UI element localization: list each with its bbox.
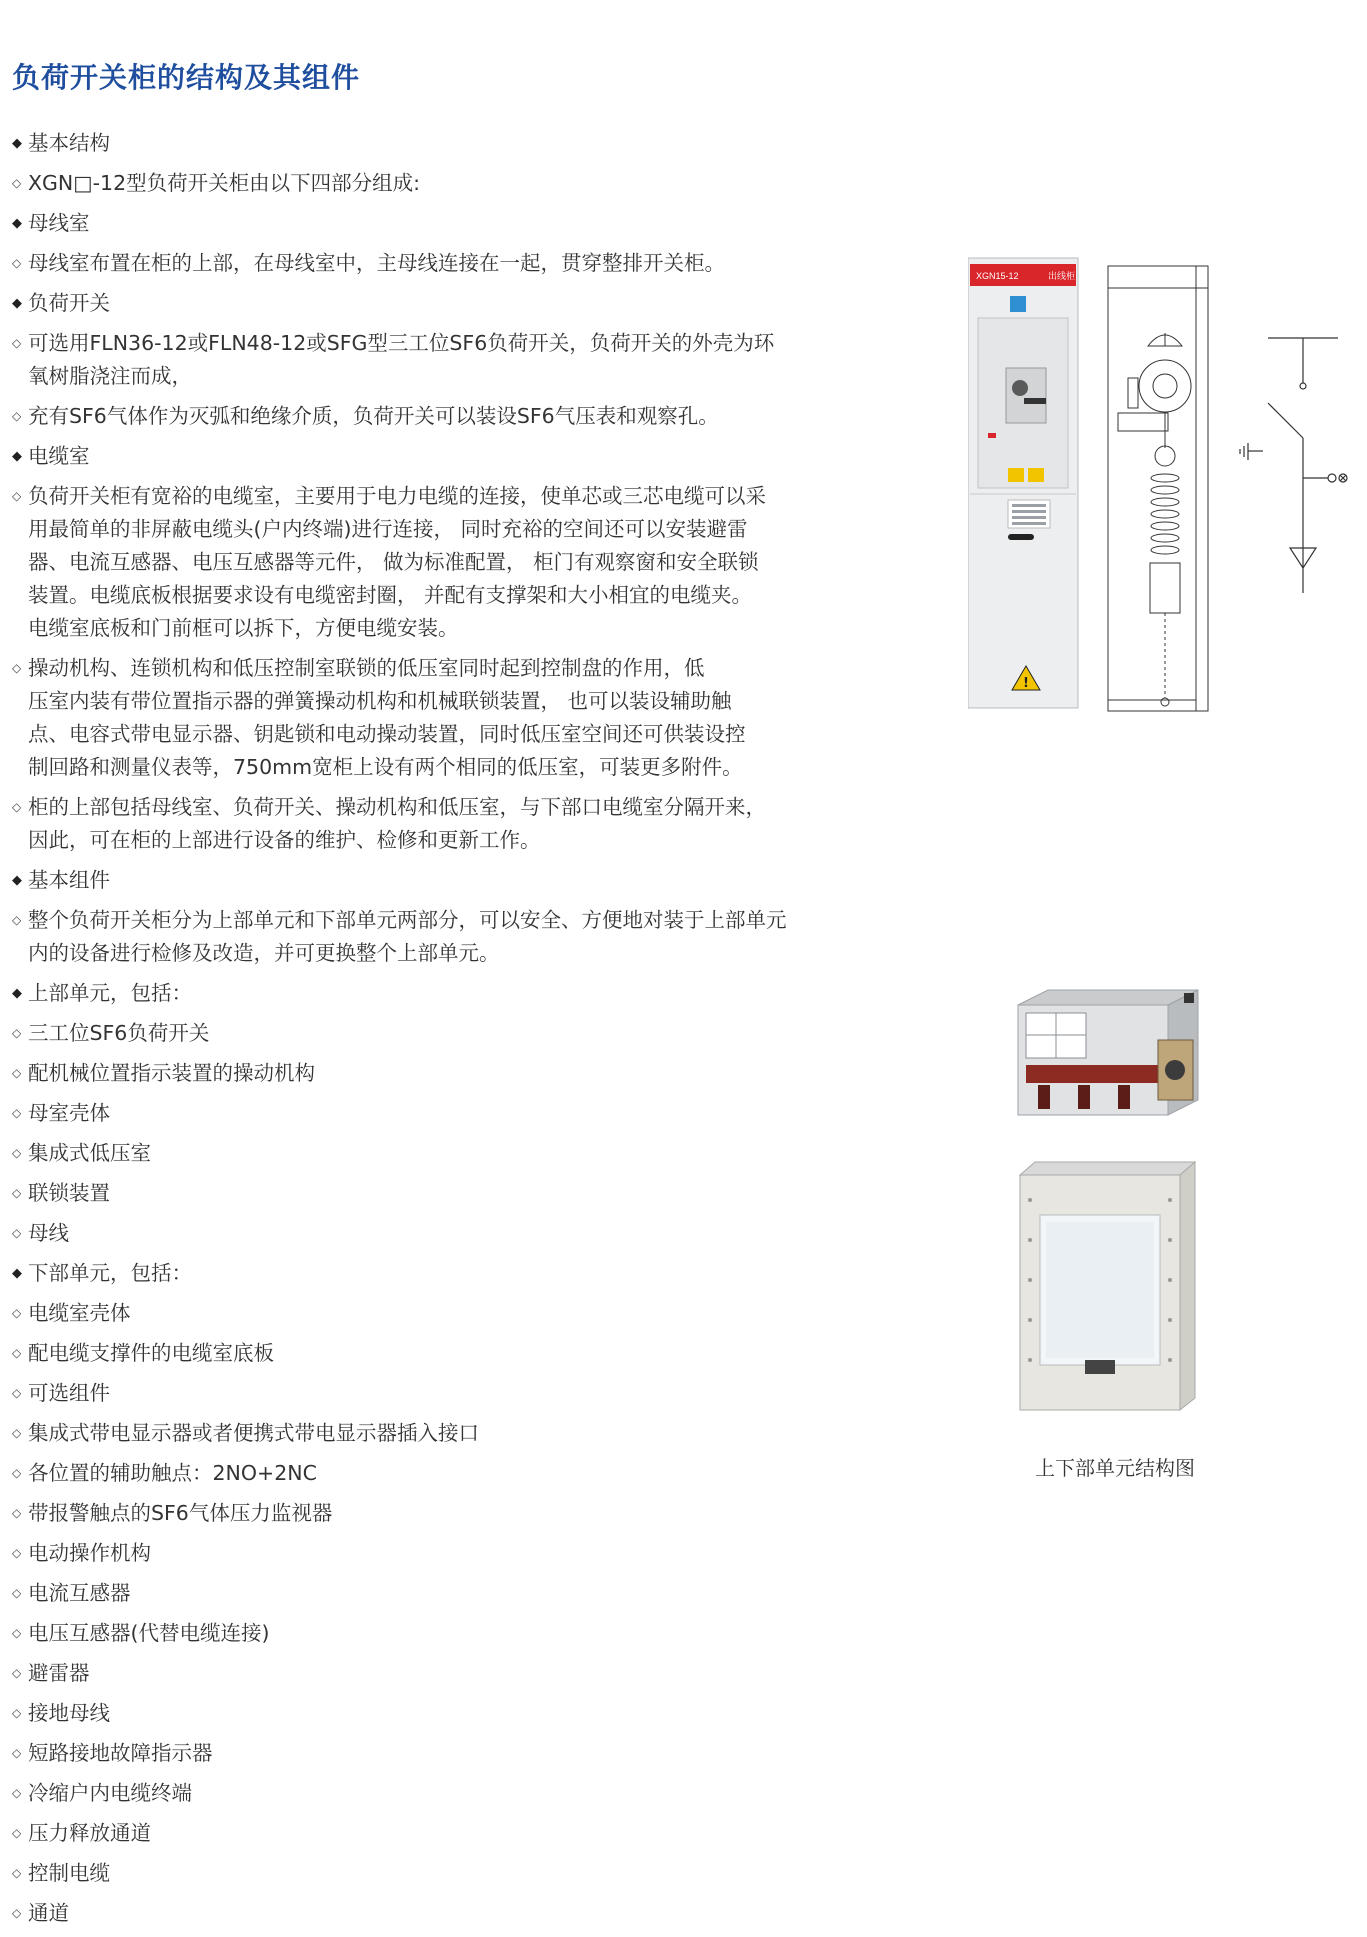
diamond-outline-icon: ◇ bbox=[12, 1826, 22, 1840]
page-title: 负荷开关柜的结构及其组件 bbox=[12, 61, 361, 94]
list-item bbox=[12, 1137, 907, 1170]
list-item bbox=[12, 1897, 907, 1930]
item-text-line: 内的设备进行检修及改造，并可更换整个上部单元。 bbox=[28, 941, 500, 965]
diamond-outline-icon: ◇ bbox=[12, 1426, 22, 1440]
section-heading bbox=[12, 1257, 907, 1290]
diamond-outline-icon: ◇ bbox=[12, 176, 22, 190]
diamond-outline-icon: ◇ bbox=[12, 1146, 22, 1160]
diamond-outline-icon: ◇ bbox=[12, 1026, 22, 1040]
item-text-line: 配电缆支撑件的电缆室底板 bbox=[28, 1341, 274, 1365]
list-item bbox=[12, 1297, 907, 1330]
list-item bbox=[12, 1097, 907, 1130]
list-item bbox=[12, 480, 907, 645]
section-heading bbox=[12, 864, 907, 897]
diamond-filled-icon: ◆ bbox=[12, 216, 22, 231]
diamond-outline-icon: ◇ bbox=[12, 1226, 22, 1240]
diamond-outline-icon: ◇ bbox=[12, 1306, 22, 1320]
item-text-line: 基本结构 bbox=[28, 131, 110, 155]
diamond-outline-icon: ◇ bbox=[12, 1906, 22, 1920]
item-text-line: 各位置的辅助触点：2NO+2NC bbox=[28, 1461, 317, 1485]
single-line-schematic bbox=[1240, 338, 1347, 593]
diamond-outline-icon: ◇ bbox=[12, 1386, 22, 1400]
list-item bbox=[12, 904, 907, 970]
item-text-line: 母室壳体 bbox=[28, 1101, 110, 1125]
list-item bbox=[12, 1617, 907, 1650]
diamond-outline-icon: ◇ bbox=[12, 489, 22, 503]
list-item bbox=[12, 1457, 907, 1490]
item-text-line: 电缆室底板和门前框可以拆下，方便电缆安装。 bbox=[28, 616, 459, 640]
list-item bbox=[12, 1337, 907, 1370]
list-item bbox=[12, 327, 907, 393]
diamond-outline-icon: ◇ bbox=[12, 1586, 22, 1600]
list-item bbox=[12, 1577, 907, 1610]
item-text-line: 柜的上部包括母线室、负荷开关、操动机构和低压室，与下部口电缆室分隔开来， bbox=[28, 795, 766, 819]
item-text-line: 集成式低压室 bbox=[28, 1141, 151, 1165]
item-text-line: 上部单元，包括： bbox=[28, 981, 192, 1005]
section-heading bbox=[12, 977, 907, 1010]
list-item bbox=[12, 1697, 907, 1730]
diamond-outline-icon: ◇ bbox=[12, 409, 22, 423]
item-text-line: 冷缩户内电缆终端 bbox=[28, 1781, 192, 1805]
item-text-line: 用最简单的非屏蔽电缆头(户内终端)进行连接， 同时充裕的空间还可以安装避雷 bbox=[28, 517, 748, 541]
list-item bbox=[12, 1217, 907, 1250]
item-text-line: 压室内装有带位置指示器的弹簧操动机构和机械联锁装置， 也可以装设辅助触 bbox=[28, 689, 732, 713]
diamond-filled-icon: ◆ bbox=[12, 986, 22, 1001]
list-item bbox=[12, 652, 907, 784]
item-text-line: 整个负荷开关柜分为上部单元和下部单元两部分，可以安全、方便地对装于上部单元 bbox=[28, 908, 787, 932]
diamond-outline-icon: ◇ bbox=[12, 1506, 22, 1520]
diamond-outline-icon: ◇ bbox=[12, 1546, 22, 1560]
diamond-outline-icon: ◇ bbox=[12, 800, 22, 814]
diamond-outline-icon: ◇ bbox=[12, 1346, 22, 1360]
list-item bbox=[12, 1177, 907, 1210]
cabinet-label-right: 出线柜 bbox=[1048, 271, 1076, 281]
cabinet-label-left: XGN15-12 bbox=[976, 271, 1019, 281]
cabinet-photo bbox=[968, 258, 1078, 708]
list-item bbox=[12, 1817, 907, 1850]
item-text-line: 母线室 bbox=[28, 211, 90, 235]
diamond-outline-icon: ◇ bbox=[12, 913, 22, 927]
spec-list bbox=[12, 127, 907, 1937]
section-heading bbox=[12, 287, 907, 320]
item-text-line: 短路接地故障指示器 bbox=[28, 1741, 213, 1765]
section-heading bbox=[12, 127, 907, 160]
list-item bbox=[12, 1417, 907, 1450]
diamond-filled-icon: ◆ bbox=[12, 873, 22, 888]
item-text-line: 电动操作机构 bbox=[28, 1541, 151, 1565]
list-item bbox=[12, 1657, 907, 1690]
item-text-line: 制回路和测量仪表等，750mm宽柜上设有两个相同的低压室，可装更多附件。 bbox=[28, 755, 743, 779]
item-text-line: 三工位SF6负荷开关 bbox=[28, 1021, 210, 1045]
item-text-line: 点、电容式带电显示器、钥匙锁和电动操动装置，同时低压室空间还可供装设控 bbox=[28, 722, 746, 746]
section-heading bbox=[12, 207, 907, 240]
diamond-outline-icon: ◇ bbox=[12, 336, 22, 350]
list-item bbox=[12, 1857, 907, 1890]
list-item bbox=[12, 791, 907, 857]
diamond-outline-icon: ◇ bbox=[12, 1706, 22, 1720]
list-item bbox=[12, 1537, 907, 1570]
item-text-line: 母线 bbox=[28, 1221, 69, 1245]
diamond-outline-icon: ◇ bbox=[12, 1106, 22, 1120]
diamond-outline-icon: ◇ bbox=[12, 1466, 22, 1480]
diamond-outline-icon: ◇ bbox=[12, 661, 22, 675]
item-text-line: 电缆室 bbox=[28, 444, 90, 468]
diamond-filled-icon: ◆ bbox=[12, 449, 22, 464]
diamond-outline-icon: ◇ bbox=[12, 256, 22, 270]
diamond-outline-icon: ◇ bbox=[12, 1746, 22, 1760]
item-text-line: 下部单元，包括： bbox=[28, 1261, 192, 1285]
list-item bbox=[12, 1737, 907, 1770]
diamond-filled-icon: ◆ bbox=[12, 296, 22, 311]
figure-caption: 上下部单元结构图 bbox=[1035, 1456, 1195, 1480]
item-text-line: 带报警触点的SF6气体压力监视器 bbox=[28, 1501, 333, 1525]
lower-unit-photo bbox=[1010, 1160, 1210, 1420]
item-text-line: 通道 bbox=[28, 1901, 69, 1925]
item-text-line: 基本组件 bbox=[28, 868, 110, 892]
diamond-outline-icon: ◇ bbox=[12, 1066, 22, 1080]
item-text-line: 器、电流互感器、电压互感器等元件， 做为标准配置， 柜门有观察窗和安全联锁 bbox=[28, 550, 759, 574]
cabinet-figure bbox=[968, 238, 1353, 714]
list-item bbox=[12, 1497, 907, 1530]
list-item bbox=[12, 1017, 907, 1050]
item-text-line: 氧树脂浇注而成， bbox=[28, 364, 192, 388]
item-text-line: 配机械位置指示装置的操动机构 bbox=[28, 1061, 315, 1085]
item-text-line: 因此，可在柜的上部进行设备的维护、检修和更新工作。 bbox=[28, 828, 541, 852]
list-item bbox=[12, 1777, 907, 1810]
upper-unit-photo bbox=[1008, 985, 1208, 1145]
item-text-line: 接地母线 bbox=[28, 1701, 110, 1725]
item-text-line: 电压互感器(代替电缆连接) bbox=[28, 1621, 270, 1645]
item-text-line: 电缆室壳体 bbox=[28, 1301, 131, 1325]
diamond-outline-icon: ◇ bbox=[12, 1786, 22, 1800]
svg-text:!: ! bbox=[1023, 676, 1029, 691]
item-text-line: 负荷开关柜有宽裕的电缆室，主要用于电力电缆的连接，使单芯或三芯电缆可以采 bbox=[28, 484, 766, 508]
list-item bbox=[12, 1057, 907, 1090]
item-text-line: 装置。电缆底板根据要求设有电缆密封圈， 并配有支撑架和大小相宜的电缆夹。 bbox=[28, 583, 753, 607]
list-item bbox=[12, 167, 907, 200]
item-text-line: 控制电缆 bbox=[28, 1861, 110, 1885]
diamond-outline-icon: ◇ bbox=[12, 1666, 22, 1680]
list-item bbox=[12, 247, 907, 280]
diamond-filled-icon: ◆ bbox=[12, 136, 22, 151]
diamond-outline-icon: ◇ bbox=[12, 1626, 22, 1640]
item-text-line: 避雷器 bbox=[28, 1661, 90, 1685]
item-text-line: 集成式带电显示器或者便携式带电显示器插入接口 bbox=[28, 1421, 479, 1445]
diamond-filled-icon: ◆ bbox=[12, 1266, 22, 1281]
item-text-line: 充有SF6气体作为灭弧和绝缘介质，负荷开关可以装设SF6气压表和观察孔。 bbox=[28, 404, 719, 428]
item-text-line: 操动机构、连锁机构和低压控制室联锁的低压室同时起到控制盘的作用，低 bbox=[28, 656, 705, 680]
item-text-line: 可选组件 bbox=[28, 1381, 110, 1405]
diamond-outline-icon: ◇ bbox=[12, 1186, 22, 1200]
item-text-line: 压力释放通道 bbox=[28, 1821, 151, 1845]
item-text-line: XGN□-12型负荷开关柜由以下四部分组成: bbox=[28, 171, 421, 195]
item-text-line: 负荷开关 bbox=[28, 291, 110, 315]
item-text-line: 母线室布置在柜的上部，在母线室中，主母线连接在一起，贯穿整排开关柜。 bbox=[28, 251, 725, 275]
item-text-line: 可选用FLN36-12或FLN48-12或SFG型三工位SF6负荷开关，负荷开关的外壳为环 bbox=[28, 331, 775, 355]
item-text-line: 电流互感器 bbox=[28, 1581, 131, 1605]
item-text-line: 联锁装置 bbox=[28, 1181, 110, 1205]
diamond-outline-icon: ◇ bbox=[12, 1866, 22, 1880]
list-item bbox=[12, 400, 907, 433]
section-drawing bbox=[1108, 266, 1208, 711]
list-item bbox=[12, 1377, 907, 1410]
section-heading bbox=[12, 440, 907, 473]
